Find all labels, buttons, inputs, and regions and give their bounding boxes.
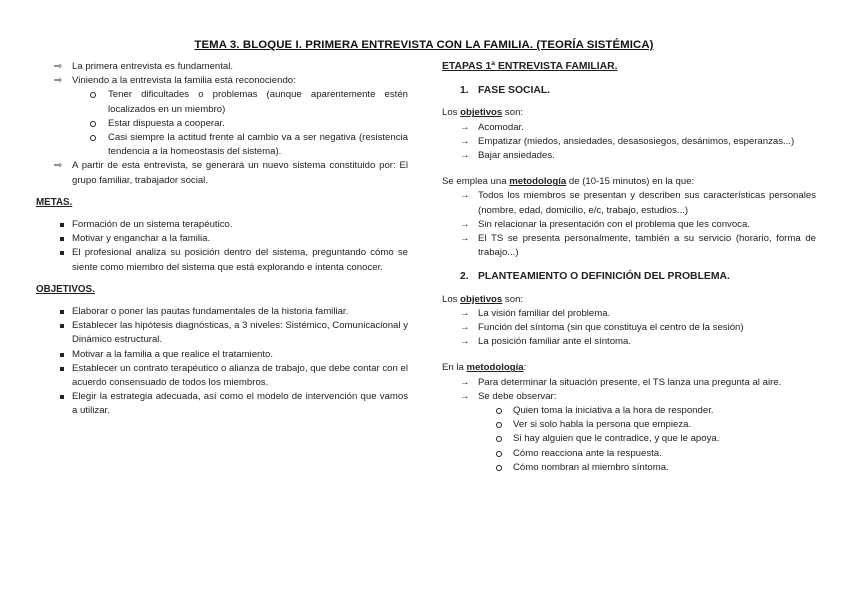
list-item: Establecer las hipótesis diagnósticas, a 3 niveles: Sistémico, Comunicacional y Dinámico estructural. xyxy=(36,319,408,347)
etapas-heading: ETAPAS 1ª ENTREVISTA FAMILIAR. xyxy=(442,61,618,72)
objetivos-heading: OBJETIVOS. xyxy=(36,283,95,295)
arrow-icon: → xyxy=(460,150,470,162)
arrow-icon: → xyxy=(460,376,470,388)
circle-bullet-icon xyxy=(90,121,96,127)
arrow-icon: → xyxy=(460,218,470,230)
arrow-icon: → xyxy=(460,135,470,147)
page-title: TEMA 3. BLOQUE I. PRIMERA ENTREVISTA CON LA FAMILIA. (TEORÍA SISTÉMICA) xyxy=(194,39,654,51)
list-item: El profesional analiza su posición dentro del sistema, preguntando cómo se siente como miembro del sistema que está explorando e intenta conocer. xyxy=(36,246,408,274)
objetivos-intro: Los objetivos son: xyxy=(442,107,524,119)
list-item: Motivar a la familia a que realice el tratamiento. xyxy=(36,348,408,362)
list-item: → Acomodar. xyxy=(442,121,816,135)
objetivos-intro: Los objetivos son: xyxy=(442,293,524,305)
metas-heading: METAS. xyxy=(36,196,73,208)
square-bullet-icon xyxy=(60,353,64,357)
list-item: ⇨ La primera entrevista es fundamental. xyxy=(36,60,408,74)
square-bullet-icon xyxy=(60,223,64,227)
list-item: Establecer un contrato terapéutico o alianza de trabajo, que debe contar con el acuerdo consensuado de todos los miembros. xyxy=(36,362,408,390)
metodologia-intro: Se emplea una metodología de (10-15 minutos) en la que: xyxy=(442,176,695,188)
list-item: Elaborar o poner las pautas fundamentales de la historia familiar. xyxy=(36,305,408,319)
list-item: Casi siempre la actitud frente al cambio va a ser negativa (resistencia tendencia a la homeostasis del sistema). xyxy=(36,131,408,159)
circle-bullet-icon xyxy=(496,408,502,414)
list-item: Motivar y enganchar a la familia. xyxy=(36,232,408,246)
list-item: ⇨ A partir de esta entrevista, se generará un nuevo sistema constituido por: El grupo familiar, trabajador social. xyxy=(54,160,408,186)
arrow-icon: → xyxy=(460,322,470,334)
list-item: → Todos los miembros se presentan y describen sus características personales (nombre, edad, domicilio, e/c, trabajo, estudios...) xyxy=(460,190,816,216)
square-bullet-icon xyxy=(60,251,64,255)
hollow-arrow-icon: ⇨ xyxy=(54,61,63,72)
arrow-icon: → xyxy=(460,336,470,348)
list-item: → La posición familiar ante el síntoma. xyxy=(442,335,816,349)
circle-bullet-icon xyxy=(90,92,96,98)
list-item: Elegir la estrategia adecuada, así como el modelo de intervención que vamos a utilizar. xyxy=(36,390,408,418)
fase-social-heading: 1. FASE SOCIAL. xyxy=(460,85,551,97)
square-bullet-icon xyxy=(60,324,64,328)
right-column xyxy=(442,60,816,475)
list-item: Ver si solo habla la persona que empieza. xyxy=(442,418,816,432)
list-item: → Sin relacionar la presentación con el problema que les convoca. xyxy=(442,218,816,232)
list-item: Formación de un sistema terapéutico. xyxy=(36,218,408,232)
square-bullet-icon xyxy=(60,367,64,371)
list-item: Cómo nombran al miembro síntoma. xyxy=(442,461,816,475)
list-item: Estar dispuesta a cooperar. xyxy=(36,117,408,131)
square-bullet-icon xyxy=(60,395,64,399)
circle-bullet-icon xyxy=(496,436,502,442)
list-item: Quien toma la iniciativa a la hora de responder. xyxy=(442,404,816,418)
list-item: Tener dificultades o problemas (aunque aparentemente estén localizados en un miembro) xyxy=(36,88,408,116)
square-bullet-icon xyxy=(60,237,64,241)
hollow-arrow-icon: ⇨ xyxy=(54,160,63,172)
list-item: ⇨ Viniendo a la entrevista la familia está reconociendo: xyxy=(36,74,408,88)
square-bullet-icon xyxy=(60,310,64,314)
arrow-icon: → xyxy=(460,190,470,202)
circle-bullet-icon xyxy=(496,451,502,457)
list-item: → Bajar ansiedades. xyxy=(442,149,816,163)
list-item: Cómo reacciona ante la respuesta. xyxy=(442,447,816,461)
metodologia-intro: En la metodología: xyxy=(442,362,527,374)
left-column xyxy=(36,60,408,419)
list-item: → Empatizar (miedos, ansiedades, desasosiegos, desánimos, esperanzas...) xyxy=(442,135,816,149)
list-item: → La visión familiar del problema. xyxy=(442,307,816,321)
list-item: → Se debe observar: xyxy=(442,390,816,404)
arrow-icon: → xyxy=(460,233,470,245)
list-item: → El TS se presenta personalmente, también a su servicio (horario, forma de trabajo...) xyxy=(460,233,816,259)
hollow-arrow-icon: ⇨ xyxy=(54,75,63,87)
list-item: → Función del síntoma (sin que constituya el centro de la sesión) xyxy=(442,321,816,335)
arrow-icon: → xyxy=(460,307,470,319)
circle-bullet-icon xyxy=(496,422,502,428)
arrow-icon: → xyxy=(460,390,470,402)
arrow-icon: → xyxy=(460,121,470,133)
fase-problema-heading: 2. PLANTEAMIENTO O DEFINICIÓN DEL PROBLEMA. xyxy=(460,271,730,283)
circle-bullet-icon xyxy=(496,465,502,471)
list-item: → Para determinar la situación presente, el TS lanza una pregunta al aire. xyxy=(442,376,816,390)
list-item: Si hay alguien que le contradice, y que le apoya. xyxy=(442,432,816,446)
circle-bullet-icon xyxy=(90,135,96,141)
